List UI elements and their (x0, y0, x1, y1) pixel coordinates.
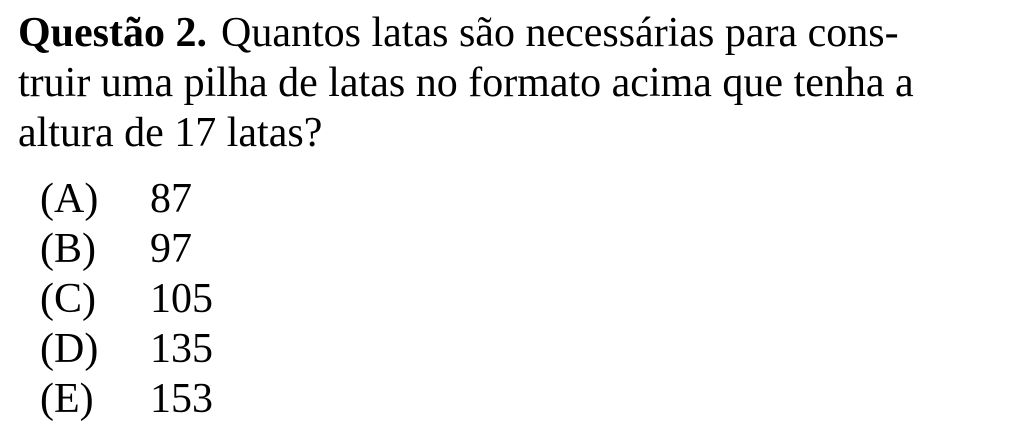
option-value: 135 (150, 326, 213, 372)
option-letter: (A) (40, 176, 99, 222)
option-value: 153 (150, 376, 213, 422)
option-a[interactable] (40, 174, 213, 224)
option-b[interactable] (40, 224, 213, 274)
option-letter: (D) (40, 326, 99, 372)
option-letter: (B) (40, 226, 96, 272)
option-c[interactable] (40, 274, 213, 324)
question-line-1 (18, 8, 1003, 58)
question-label: Questão 2. (18, 10, 207, 56)
question-text (18, 8, 1003, 158)
answer-options (40, 174, 213, 424)
option-letter: (C) (40, 276, 96, 322)
option-e[interactable] (40, 374, 213, 424)
option-value: 87 (150, 176, 192, 222)
question-line-3: altura de 17 latas? (18, 110, 323, 156)
option-value: 97 (150, 226, 192, 272)
option-d[interactable] (40, 324, 213, 374)
option-value: 105 (150, 276, 213, 322)
question-line-1-text: Quantos latas são necessárias para cons- (221, 10, 899, 56)
question-line-2: truir uma pilha de latas no formato acima que tenha a (18, 60, 914, 106)
option-letter: (E) (40, 376, 94, 422)
